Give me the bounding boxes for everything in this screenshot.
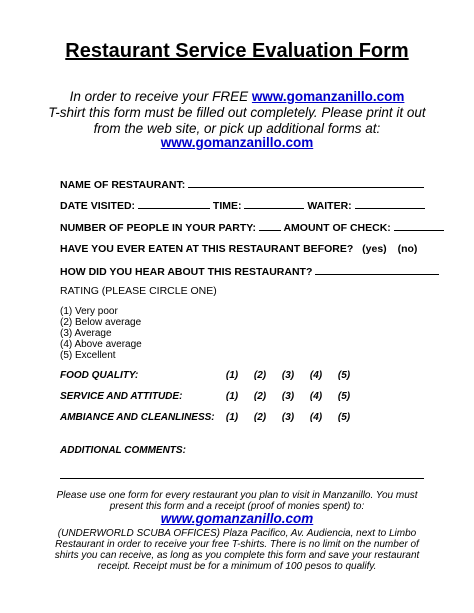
footer-link-row — [0, 513, 474, 526]
heard-label: HOW DID YOU HEAR ABOUT THIS RESTAURANT? — [60, 266, 313, 278]
footer-line-5: shirts you can receive, as long as you complete this form and save your restaurant — [54, 550, 420, 561]
comments-line[interactable] — [60, 478, 424, 479]
footer-line-1: Please use one form for every restaurant you plan to visit in Manzanillo. You must — [56, 490, 418, 501]
no-option[interactable]: (no) — [397, 243, 418, 255]
service-option-2[interactable]: (2) — [253, 391, 267, 402]
heard-blank[interactable] — [315, 265, 439, 275]
visit-details-row — [60, 199, 425, 212]
date-visited-blank[interactable] — [138, 199, 210, 209]
check-amount-blank[interactable] — [394, 221, 444, 231]
ambiance-option-1[interactable]: (1) — [225, 412, 239, 423]
waiter-label: WAITER: — [307, 200, 352, 212]
yes-option[interactable]: (yes) — [362, 243, 387, 255]
date-visited-label: DATE VISITED: — [60, 200, 136, 212]
footer-line-2: present this form and a receipt (proof of monies spent) to: — [109, 501, 365, 512]
food-quality-option-1[interactable]: (1) — [225, 370, 239, 381]
food-quality-option-5[interactable]: (5) — [337, 370, 351, 381]
rating-scale-5: (5) Excellent — [60, 350, 116, 361]
eaten-before-label: HAVE YOU EVER EATEN AT THIS RESTAURANT BEFORE? — [60, 243, 354, 255]
eaten-before-row — [60, 243, 417, 255]
footer-website-link[interactable]: www.gomanzanillo.com — [160, 511, 314, 526]
rating-scale-4: (4) Above average — [60, 339, 142, 350]
party-size-label: NUMBER OF PEOPLE IN YOUR PARTY: — [60, 222, 257, 234]
service-label: SERVICE AND ATTITUDE: — [60, 391, 183, 402]
time-label: TIME: — [212, 200, 242, 212]
ambiance-option-5[interactable]: (5) — [337, 412, 351, 423]
check-amount-label: AMOUNT OF CHECK: — [283, 222, 391, 234]
intro-website-link[interactable]: www.gomanzanillo.com — [251, 89, 405, 104]
food-quality-option-3[interactable]: (3) — [281, 370, 295, 381]
service-option-5[interactable]: (5) — [337, 391, 351, 402]
party-size-blank[interactable] — [259, 221, 281, 231]
food-quality-label: FOOD QUALITY: — [60, 370, 139, 381]
restaurant-name-label: NAME OF RESTAURANT: — [60, 179, 186, 191]
rating-scale-1: (1) Very poor — [60, 306, 118, 317]
food-quality-option-4[interactable]: (4) — [309, 370, 323, 381]
ambiance-option-2[interactable]: (2) — [253, 412, 267, 423]
rating-heading: RATING (PLEASE CIRCLE ONE) — [60, 285, 217, 297]
footer-line-4: Restaurant in order to receive your free T-shirts. There is no limit on the number of — [55, 539, 419, 550]
footer-line-3: (UNDERWORLD SCUBA OFFICES) Plaza Pacifico, Av. Audiencia, next to Limbo — [57, 528, 417, 539]
restaurant-name-row — [60, 178, 424, 191]
waiter-blank[interactable] — [355, 199, 425, 209]
additional-comments-label: ADDITIONAL COMMENTS: — [60, 445, 186, 456]
service-option-4[interactable]: (4) — [309, 391, 323, 402]
intro-website-link-2[interactable]: www.gomanzanillo.com — [160, 135, 314, 150]
footer-line-6: receipt. Receipt must be for a minimum of 100 pesos to qualify. — [97, 561, 377, 572]
heard-row — [60, 265, 439, 278]
ambiance-option-3[interactable]: (3) — [281, 412, 295, 423]
intro-text: In order to receive your FREE — [69, 89, 249, 104]
party-check-row — [60, 221, 444, 234]
intro-line-2: T-shirt this form must be filled out completely. Please print it out — [48, 105, 426, 120]
rating-scale-2: (2) Below average — [60, 317, 142, 328]
ambiance-option-4[interactable]: (4) — [309, 412, 323, 423]
service-option-3[interactable]: (3) — [281, 391, 295, 402]
restaurant-name-blank[interactable] — [188, 178, 424, 188]
service-option-1[interactable]: (1) — [225, 391, 239, 402]
food-quality-option-2[interactable]: (2) — [253, 370, 267, 381]
rating-scale-3: (3) Average — [60, 328, 112, 339]
intro-line-3: from the web site, or pick up additional forms at: — [93, 121, 381, 136]
time-blank[interactable] — [244, 199, 304, 209]
intro-line-4 — [0, 135, 474, 150]
intro-line-1 — [0, 89, 474, 104]
page-title: Restaurant Service Evaluation Form — [65, 40, 409, 62]
ambiance-label: AMBIANCE AND CLEANLINESS: — [60, 412, 215, 423]
